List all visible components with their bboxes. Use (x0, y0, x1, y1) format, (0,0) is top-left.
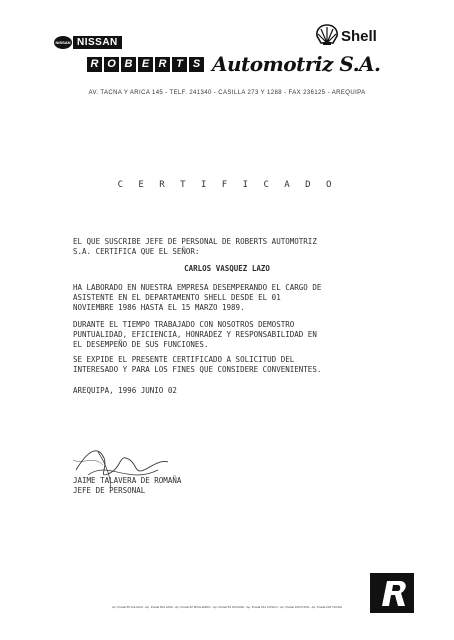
nissan-logo (54, 35, 122, 49)
company-script-name: Automotriz S.A. (212, 52, 381, 76)
shell-wordmark: Shell (341, 28, 377, 45)
paragraph-line: HA LABORADO EN NUESTRA EMPRESA DESEMPERANDO EL CARGO DE (73, 283, 322, 292)
company-address: AV. TACNA Y ARICA 145 - TELF. 241340 - CASILLA 273 Y 1288 - FAX 236125 - AREQUIPA (88, 90, 366, 96)
r-logo-icon (370, 573, 414, 613)
paragraph-line: NOVIEMBRE 1986 HASTA EL 15 MARZO 1989. (73, 303, 245, 312)
signer-title: JEFE DE PERSONAL (73, 486, 146, 495)
paragraph-issuance (73, 355, 378, 375)
paragraph-employment (73, 283, 378, 313)
signature-block (73, 476, 181, 496)
branch-addresses: Ap. Postal 65 JULIACA - Ap. Postal 604 LIMA - Ap. Postal 62 MOLLENDO - Ap. Postal 53 SICUANI - Ap. Postal 161 CUSCO - Ap. Postal 160 PUNO - Ap. Postal 232 TACNA (112, 605, 342, 609)
paragraph-intro (73, 237, 378, 257)
paragraph-performance (73, 320, 378, 350)
paragraph-line: S.A. CERTIFICA QUE EL SEÑOR: (73, 247, 200, 256)
logo-letter-r2: R (155, 57, 170, 72)
shell-pecten-icon (315, 24, 339, 46)
nissan-wordmark: NISSAN (73, 36, 122, 49)
logo-letter-e: E (138, 57, 153, 72)
logo-letter-s: S (189, 57, 204, 72)
paragraph-line: SE EXPIDE EL PRESENTE CERTIFICADO A SOLICITUD DEL (73, 355, 295, 364)
logo-letter-r: R (87, 57, 102, 72)
roberts-block-letters (87, 57, 206, 72)
logo-letter-b: B (121, 57, 136, 72)
company-logo (87, 52, 381, 76)
logo-letter-t: T (172, 57, 187, 72)
paragraph-line: ASISTENTE EN EL DEPARTAMENTO SHELL DESDE EL 01 (73, 293, 281, 302)
shell-logo (315, 24, 377, 46)
paragraph-line: EL DESEMPEÑO DE SUS FUNCIONES. (73, 340, 209, 349)
paragraph-line: INTERESADO Y PARA LOS FINES QUE CONSIDERE CONVENIENTES. (73, 365, 322, 374)
paragraph-line: EL QUE SUSCRIBE JEFE DE PERSONAL DE ROBERTS AUTOMOTRIZ (73, 237, 317, 246)
employee-name: CARLOS VASQUEZ LAZO (184, 264, 270, 273)
signer-name: JAIME TALAVERA DE ROMAÑA (73, 476, 182, 485)
nissan-badge-icon: NISSAN (54, 36, 72, 49)
logo-letter-o: O (104, 57, 119, 72)
document-title: C E R T I F I C A D O (117, 180, 337, 190)
document-date: AREQUIPA, 1996 JUNIO 02 (73, 386, 177, 395)
paragraph-line: DURANTE EL TIEMPO TRABAJADO CON NOSOTROS DEMOSTRO (73, 320, 295, 329)
paragraph-line: PUNTUALIDAD, EFICIENCIA, HONRADEZ Y RESPONSABILIDAD EN (73, 330, 317, 339)
